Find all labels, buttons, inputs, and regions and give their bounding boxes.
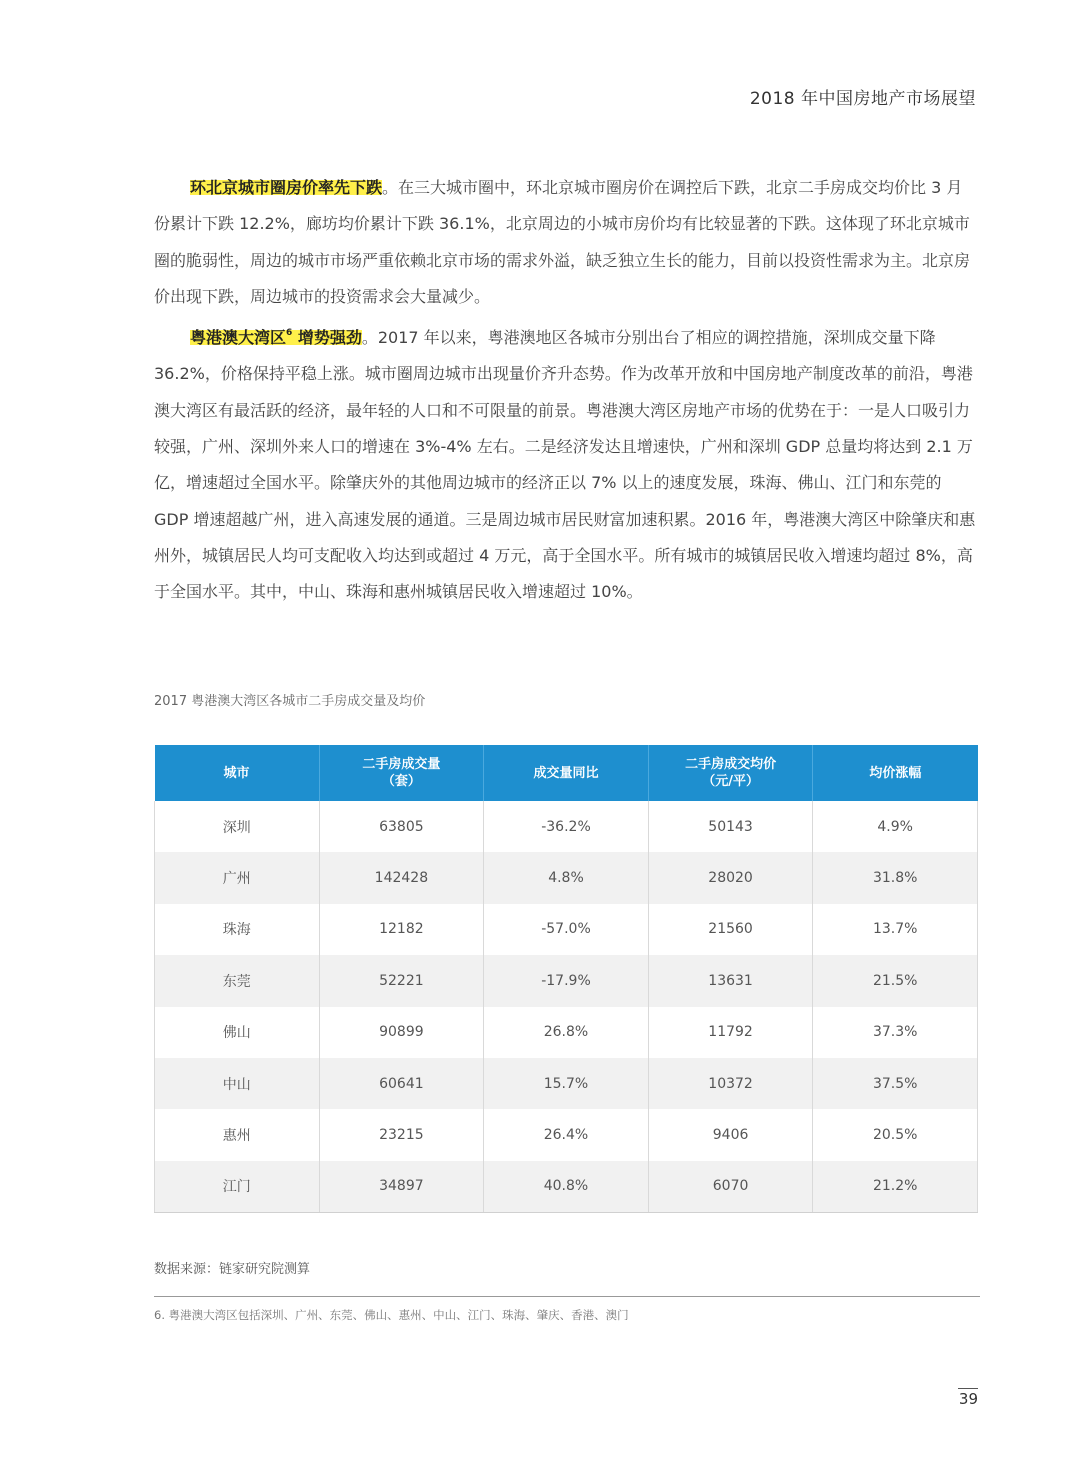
- table-cell: 4.9%: [813, 801, 978, 852]
- table-cell: 佛山: [155, 1007, 320, 1058]
- table-cell: 13631: [648, 955, 813, 1006]
- column-header-label: 城市: [223, 765, 250, 781]
- table-cell: 50143: [648, 801, 813, 852]
- table-cell: 26.8%: [484, 1007, 649, 1058]
- running-header-title: 2018 年中国房地产市场展望: [749, 89, 976, 109]
- table-cell: 28020: [648, 852, 813, 903]
- column-header: [648, 745, 813, 801]
- table-caption: 2017 粤港澳大湾区各城市二手房成交量及均价: [154, 694, 426, 709]
- table-header-row: [155, 745, 978, 801]
- paragraph-greater-bay: [154, 315, 978, 610]
- table-row: [155, 1007, 978, 1058]
- table-cell: 34897: [319, 1161, 484, 1213]
- table-cell: 23215: [319, 1109, 484, 1160]
- table-cell: 21560: [648, 904, 813, 955]
- column-header-unit: （套）: [381, 774, 421, 789]
- column-header: [484, 745, 649, 801]
- highlight-greater-bay: [190, 328, 362, 347]
- table-cell: 26.4%: [484, 1109, 649, 1160]
- column-header-label: 二手房成交均价: [685, 757, 777, 772]
- highlight-text-2: 增势强劲: [297, 328, 362, 348]
- table-cell: 广州: [155, 852, 320, 903]
- table-cell: -57.0%: [484, 904, 649, 955]
- column-header-label: 二手房成交量: [362, 757, 441, 772]
- table-cell: 10372: [648, 1058, 813, 1109]
- table-cell: 20.5%: [813, 1109, 978, 1160]
- column-header: [319, 745, 484, 801]
- table-cell: 江门: [155, 1161, 320, 1213]
- footnote-divider: [154, 1296, 980, 1297]
- paragraph-text: 。在三大城市圈中，环北京城市圈房价在调控后下跌，北京二手房成交均价比 3 月份累计下跌 12.2%，廊坊均价累计下跌 36.1%，北京周边的小城市房价均有比较显著的下跌。这体现了环北京城市圈的脆弱性，周边的城市市场严重依赖北京市场的需求外溢，缺乏独立生长的能力，目前以投资性需求为主。北京房价出现下跌，周边城市的投资需求会大量减少。: [154, 178, 971, 306]
- footnote: 6. 粤港澳大湾区包括深圳、广州、东莞、佛山、惠州、中山、江门、珠海、肇庆、香港、澳门: [154, 1308, 629, 1322]
- table-cell: 12182: [319, 904, 484, 955]
- column-header: [155, 745, 320, 801]
- table-cell: 63805: [319, 801, 484, 852]
- table-row: [155, 1058, 978, 1109]
- table-cell: 21.2%: [813, 1161, 978, 1213]
- table-cell: -36.2%: [484, 801, 649, 852]
- page-number-rule: [958, 1388, 978, 1389]
- table-cell: 珠海: [155, 904, 320, 955]
- table-row: [155, 904, 978, 955]
- data-table: [154, 745, 978, 1213]
- table-cell: 15.7%: [484, 1058, 649, 1109]
- paragraph-text: 。2017 年以来，粤港澳地区各城市分别出台了相应的调控措施，深圳成交量下降 36.2%，价格保持平稳上涨。城市圈周边城市出现量价齐升态势。作为改革开放和中国房地产制度改革的前沿，粤港澳大湾区有最活跃的经济，最年轻的人口和不可限量的前景。粤港澳大湾区房地产市场的优势在于：一是人口吸引力较强，广州、深圳外来人口的增速在 3%-4% 左右。二是经济发达且增速快，广州和深圳 GDP 总量均将达到 2.1 万亿，增速超过全国水平。除肇庆外的其他周边城市的经济正以 7% 以上的速度发展，珠海、佛山、江门和东莞的 GDP 增速超越广州，进入高速发展的通道。三是周边城市居民财富加速积累。2016 年，粤港澳大湾区中除肇庆和惠州外，城镇居民人均可支配收入均达到或超过 4 万元，高于全国水平。所有城市的城镇居民收入增速均超过 8%，高于全国水平。其中，中山、珠海和惠州城镇居民收入增速超过 10%。: [154, 328, 976, 602]
- table-cell: 惠州: [155, 1109, 320, 1160]
- table-cell: 13.7%: [813, 904, 978, 955]
- table-cell: 21.5%: [813, 955, 978, 1006]
- footnote-ref: 6: [286, 328, 293, 339]
- table-cell: 31.8%: [813, 852, 978, 903]
- table-row: [155, 852, 978, 903]
- table-cell: 4.8%: [484, 852, 649, 903]
- table-cell: 60641: [319, 1058, 484, 1109]
- column-header-label: 成交量同比: [533, 765, 599, 781]
- paragraph-beijing: [154, 170, 978, 315]
- table-cell: 142428: [319, 852, 484, 903]
- table-cell: 37.3%: [813, 1007, 978, 1058]
- table-cell: 9406: [648, 1109, 813, 1160]
- table-cell: 11792: [648, 1007, 813, 1058]
- page-number: 39: [958, 1390, 978, 1408]
- table-row: [155, 801, 978, 852]
- table-cell: 6070: [648, 1161, 813, 1213]
- column-header-unit: （元/平）: [702, 774, 759, 789]
- highlight-text: 粤港澳大湾区: [190, 328, 287, 348]
- table-cell: 90899: [319, 1007, 484, 1058]
- table-body: [155, 801, 978, 1213]
- table-cell: -17.9%: [484, 955, 649, 1006]
- highlight-beijing: 环北京城市圈房价率先下跌: [190, 178, 383, 197]
- body-text: [154, 170, 978, 611]
- table-row: [155, 955, 978, 1006]
- column-header-label: 均价涨幅: [869, 765, 922, 781]
- table-cell: 中山: [155, 1058, 320, 1109]
- table-row: [155, 1109, 978, 1160]
- table-cell: 52221: [319, 955, 484, 1006]
- data-source: 数据来源：链家研究院测算: [154, 1262, 311, 1277]
- table-row: [155, 1161, 978, 1213]
- table-cell: 深圳: [155, 801, 320, 852]
- table-cell: 东莞: [155, 955, 320, 1006]
- table-cell: 40.8%: [484, 1161, 649, 1213]
- table-cell: 37.5%: [813, 1058, 978, 1109]
- column-header: [813, 745, 978, 801]
